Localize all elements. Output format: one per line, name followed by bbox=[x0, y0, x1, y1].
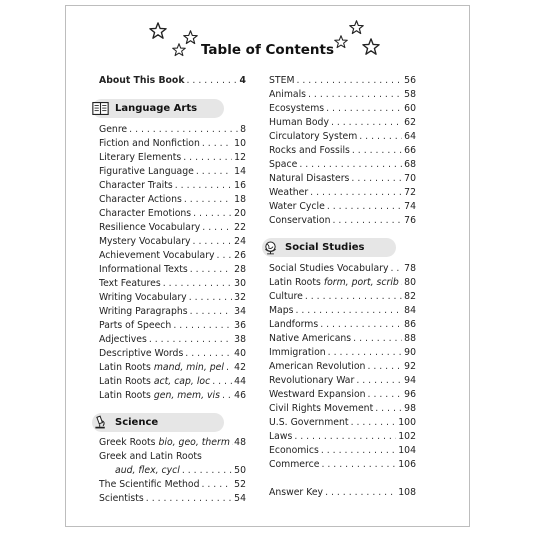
globe-icon bbox=[262, 240, 279, 255]
entry-label: Maps bbox=[269, 305, 294, 316]
entry-label: Circulatory System bbox=[269, 131, 358, 142]
entry-label: Commerce bbox=[269, 459, 320, 470]
page-number: 12 bbox=[234, 152, 246, 163]
section-header-social-studies bbox=[262, 238, 396, 257]
toc-entry[interactable] bbox=[99, 389, 246, 402]
dot-leader bbox=[202, 137, 232, 150]
entry-label: act, cap, loc bbox=[153, 376, 211, 387]
entry-label: Writing Paragraphs bbox=[99, 306, 188, 317]
dot-leader bbox=[296, 74, 402, 87]
entry-label: Social Studies Vocabulary bbox=[269, 263, 389, 274]
toc-entry[interactable] bbox=[99, 151, 246, 164]
page-number: 82 bbox=[404, 291, 416, 302]
dot-leader bbox=[196, 165, 232, 178]
dot-leader bbox=[189, 291, 232, 304]
dot-leader bbox=[190, 263, 232, 276]
toc-entry[interactable] bbox=[99, 123, 246, 136]
toc-entry[interactable] bbox=[269, 158, 416, 171]
dot-leader bbox=[328, 346, 402, 359]
page-number: 10 bbox=[234, 138, 246, 149]
dot-leader bbox=[351, 172, 402, 185]
section-label: Social Studies bbox=[285, 242, 365, 253]
section-header-language-arts bbox=[92, 99, 224, 118]
open-book-icon bbox=[92, 101, 109, 116]
entry-label: Immigration bbox=[269, 347, 326, 358]
page-number: 76 bbox=[404, 215, 416, 226]
entry-label: Economics bbox=[269, 445, 319, 456]
toc-entry[interactable] bbox=[99, 305, 246, 318]
page-number: 66 bbox=[404, 145, 416, 156]
toc-entry[interactable] bbox=[269, 214, 416, 227]
page-number: 22 bbox=[234, 222, 246, 233]
dot-leader bbox=[359, 130, 402, 143]
page-number: 32 bbox=[234, 292, 246, 303]
page-number: 24 bbox=[234, 236, 246, 247]
toc-entry[interactable] bbox=[99, 347, 246, 360]
toc-entry[interactable] bbox=[269, 74, 416, 87]
dot-leader bbox=[351, 416, 397, 429]
toc-entry[interactable] bbox=[269, 172, 416, 185]
page-number: 54 bbox=[234, 493, 246, 504]
dot-leader bbox=[129, 123, 238, 136]
dot-leader bbox=[305, 290, 402, 303]
toc-entry[interactable] bbox=[99, 263, 246, 276]
page-number: 58 bbox=[404, 89, 416, 100]
toc-entry[interactable] bbox=[269, 346, 416, 359]
dot-leader bbox=[222, 389, 232, 402]
entry-label: Landforms bbox=[269, 319, 319, 330]
entry-label: Latin Roots bbox=[99, 376, 154, 387]
dot-leader bbox=[299, 158, 402, 171]
dot-leader bbox=[325, 486, 396, 499]
toc-entry[interactable] bbox=[269, 102, 416, 115]
entry-label: Animals bbox=[269, 89, 307, 100]
entry-label: Rocks and Fossils bbox=[269, 145, 350, 156]
dot-leader bbox=[353, 332, 402, 345]
page-number: 36 bbox=[234, 320, 246, 331]
star-icon bbox=[149, 22, 167, 40]
toc-entry[interactable] bbox=[99, 436, 246, 449]
entry-label: Parts of Speech bbox=[99, 320, 172, 331]
page-number: 74 bbox=[404, 201, 416, 212]
page-number: 14 bbox=[234, 166, 246, 177]
page-number: 46 bbox=[234, 390, 246, 401]
dot-leader bbox=[193, 235, 233, 248]
toc-entry[interactable] bbox=[269, 262, 416, 275]
toc-entry[interactable] bbox=[99, 492, 246, 505]
dot-leader bbox=[391, 262, 403, 275]
entry-label: Space bbox=[269, 159, 298, 170]
toc-entry[interactable] bbox=[99, 193, 246, 206]
toc-entry[interactable] bbox=[269, 130, 416, 143]
dot-leader bbox=[320, 318, 402, 331]
dot-leader bbox=[201, 478, 232, 491]
toc-entry[interactable] bbox=[99, 361, 246, 374]
toc-entry[interactable] bbox=[99, 179, 246, 192]
toc-entry[interactable] bbox=[269, 200, 416, 213]
entry-label: gen, mem, vis bbox=[153, 390, 220, 401]
page-number: 88 bbox=[404, 333, 416, 344]
page-number: 98 bbox=[404, 403, 416, 414]
toc-entry[interactable] bbox=[269, 144, 416, 157]
page-number: 18 bbox=[234, 194, 246, 205]
entry-label: Latin Roots bbox=[269, 277, 324, 288]
page-number: 8 bbox=[240, 124, 246, 135]
page-number: 48 bbox=[234, 437, 246, 448]
dot-leader bbox=[310, 186, 402, 199]
page-number: 86 bbox=[404, 319, 416, 330]
section-header-science bbox=[92, 413, 224, 432]
entry-label: Figurative Language bbox=[99, 166, 194, 177]
page-number: 40 bbox=[234, 348, 246, 359]
page-number: 34 bbox=[234, 306, 246, 317]
entry-label: Character Actions bbox=[99, 194, 182, 205]
toc-entry[interactable] bbox=[269, 318, 416, 331]
toc-entry[interactable] bbox=[269, 402, 416, 415]
page-title: Table of Contents bbox=[200, 42, 335, 58]
toc-entry[interactable] bbox=[99, 478, 246, 491]
page-number: 28 bbox=[234, 264, 246, 275]
page-number: 52 bbox=[234, 479, 246, 490]
dot-leader bbox=[368, 388, 403, 401]
entry-label: Water Cycle bbox=[269, 201, 325, 212]
toc-entry[interactable] bbox=[99, 221, 246, 234]
entry-label: Writing Vocabulary bbox=[99, 292, 187, 303]
toc-entry[interactable] bbox=[99, 249, 246, 262]
dot-leader bbox=[308, 88, 402, 101]
page-number: 94 bbox=[404, 375, 416, 386]
dot-leader bbox=[352, 144, 402, 157]
entry-label: aud, flex, cycl bbox=[115, 465, 180, 476]
page-number: 78 bbox=[404, 263, 416, 274]
toc-entry[interactable] bbox=[99, 375, 246, 388]
entry-label: Fiction and Nonfiction bbox=[99, 138, 200, 149]
entry-label: U.S. Government bbox=[269, 417, 349, 428]
entry-label: Greek Roots bbox=[99, 437, 159, 448]
dot-leader bbox=[212, 375, 232, 388]
page-number: 70 bbox=[404, 173, 416, 184]
page-number: 44 bbox=[234, 376, 246, 387]
dot-leader bbox=[185, 347, 232, 360]
toc-entry[interactable] bbox=[99, 319, 246, 332]
page-number: 72 bbox=[404, 187, 416, 198]
dot-leader bbox=[202, 221, 232, 234]
entry-label: Native Americans bbox=[269, 333, 352, 344]
page-number: 100 bbox=[398, 417, 416, 428]
entry-label: Descriptive Words bbox=[99, 348, 184, 359]
entry-label: Scientists bbox=[99, 493, 144, 504]
entry-label: Revolutionary War bbox=[269, 375, 355, 386]
toc-entry-line[interactable]: Greek and Latin Roots bbox=[99, 451, 202, 462]
toc-entry[interactable] bbox=[99, 333, 246, 346]
page-number: 92 bbox=[404, 361, 416, 372]
page-number: 84 bbox=[404, 305, 416, 316]
star-icon bbox=[349, 20, 364, 35]
dot-leader bbox=[295, 304, 402, 317]
entry-label: form, port, scrib bbox=[323, 277, 399, 288]
entry-label: Informational Texts bbox=[99, 264, 188, 275]
section-label: Language Arts bbox=[115, 103, 198, 114]
entry-label: American Revolution bbox=[269, 361, 366, 372]
page-number: 90 bbox=[404, 347, 416, 358]
toc-entry[interactable] bbox=[99, 277, 246, 290]
dot-leader bbox=[367, 360, 402, 373]
page-number: 68 bbox=[404, 159, 416, 170]
dot-leader bbox=[321, 444, 396, 457]
dot-leader bbox=[183, 151, 232, 164]
entry-label: bio, geo, therm bbox=[158, 437, 230, 448]
dot-leader bbox=[175, 179, 232, 192]
page-number: 96 bbox=[404, 389, 416, 400]
dot-leader bbox=[327, 200, 402, 213]
entry-label: Latin Roots bbox=[99, 362, 154, 373]
entry-label: The Scientific Method bbox=[99, 479, 200, 490]
entry-label: Mystery Vocabulary bbox=[99, 236, 191, 247]
entry-label: Civil Rights Movement bbox=[269, 403, 374, 414]
dot-leader bbox=[356, 374, 402, 387]
toc-page bbox=[65, 5, 470, 527]
toc-entry[interactable] bbox=[269, 444, 416, 457]
toc-entry[interactable] bbox=[269, 116, 416, 129]
page-number: 104 bbox=[398, 445, 416, 456]
entry-label: Conservation bbox=[269, 215, 331, 226]
entry-label: Resilience Vocabulary bbox=[99, 222, 201, 233]
entry-label: Character Emotions bbox=[99, 208, 192, 219]
entry-label: STEM bbox=[269, 75, 295, 86]
entry-label: Latin Roots bbox=[99, 390, 154, 401]
dot-leader bbox=[375, 402, 402, 415]
page-number: 50 bbox=[234, 465, 246, 476]
entry-label: mand, min, pel bbox=[153, 362, 224, 373]
entry-label: Adjectives bbox=[99, 334, 147, 345]
dot-leader bbox=[226, 361, 232, 374]
toc-entry[interactable] bbox=[269, 430, 416, 443]
toc-entry[interactable] bbox=[99, 291, 246, 304]
dot-leader bbox=[321, 458, 396, 471]
toc-entry[interactable] bbox=[269, 88, 416, 101]
entry-label: Achievement Vocabulary bbox=[99, 250, 215, 261]
page-number: 62 bbox=[404, 117, 416, 128]
page-number: 20 bbox=[234, 208, 246, 219]
page-number: 80 bbox=[404, 277, 416, 288]
entry-label: Answer Key bbox=[269, 487, 324, 498]
entry-label: Genre bbox=[99, 124, 128, 135]
toc-entry[interactable] bbox=[269, 416, 416, 429]
dot-leader bbox=[149, 333, 232, 346]
dot-leader bbox=[163, 277, 232, 290]
dot-leader bbox=[182, 464, 232, 477]
toc-entry[interactable] bbox=[269, 290, 416, 303]
page-number: 42 bbox=[234, 362, 246, 373]
page-number: 16 bbox=[234, 180, 246, 191]
toc-entry[interactable] bbox=[269, 388, 416, 401]
page-number: 102 bbox=[398, 431, 416, 442]
dot-leader bbox=[332, 214, 402, 227]
dot-leader bbox=[187, 74, 238, 87]
toc-entry[interactable] bbox=[115, 464, 246, 477]
entry-label: Westward Expansion bbox=[269, 389, 366, 400]
toc-entry-answer-key[interactable] bbox=[269, 486, 416, 499]
toc-entry[interactable] bbox=[269, 360, 416, 373]
page-number: 38 bbox=[234, 334, 246, 345]
page-number: 108 bbox=[398, 487, 416, 498]
dot-leader bbox=[326, 102, 402, 115]
dot-leader bbox=[217, 249, 233, 262]
entry-label: Character Traits bbox=[99, 180, 173, 191]
toc-entry[interactable] bbox=[99, 207, 246, 220]
entry-label: Weather bbox=[269, 187, 309, 198]
toc-entry[interactable] bbox=[269, 332, 416, 345]
page-number: 56 bbox=[404, 75, 416, 86]
entry-label: Human Body bbox=[269, 117, 329, 128]
entry-label: Culture bbox=[269, 291, 303, 302]
toc-entry[interactable] bbox=[99, 235, 246, 248]
microscope-icon bbox=[92, 415, 109, 430]
dot-leader bbox=[401, 276, 402, 289]
entry-label: Laws bbox=[269, 431, 293, 442]
toc-entry[interactable] bbox=[269, 458, 416, 471]
toc-entry-about[interactable]: About This Book . . . 4 bbox=[99, 74, 246, 87]
dot-leader bbox=[294, 430, 396, 443]
toc-entry[interactable] bbox=[99, 137, 246, 150]
entry-label: Ecosystems bbox=[269, 103, 325, 114]
toc-entry[interactable] bbox=[269, 276, 416, 289]
toc-entry[interactable] bbox=[269, 374, 416, 387]
dot-leader bbox=[146, 492, 232, 505]
dot-leader bbox=[331, 116, 402, 129]
dot-leader bbox=[193, 207, 232, 220]
page-number: 106 bbox=[398, 459, 416, 470]
page-number: 26 bbox=[234, 250, 246, 261]
dot-leader bbox=[173, 319, 232, 332]
section-label: Science bbox=[115, 417, 159, 428]
page-number: 60 bbox=[404, 103, 416, 114]
toc-entry[interactable] bbox=[99, 165, 246, 178]
page-number: 30 bbox=[234, 278, 246, 289]
page-number: 64 bbox=[404, 131, 416, 142]
entry-label: Text Features bbox=[99, 278, 161, 289]
toc-entry[interactable] bbox=[269, 186, 416, 199]
dot-leader bbox=[184, 193, 232, 206]
entry-label: Literary Elements bbox=[99, 152, 182, 163]
entry-label: Natural Disasters bbox=[269, 173, 350, 184]
toc-entry[interactable] bbox=[269, 304, 416, 317]
dot-leader bbox=[190, 305, 233, 318]
